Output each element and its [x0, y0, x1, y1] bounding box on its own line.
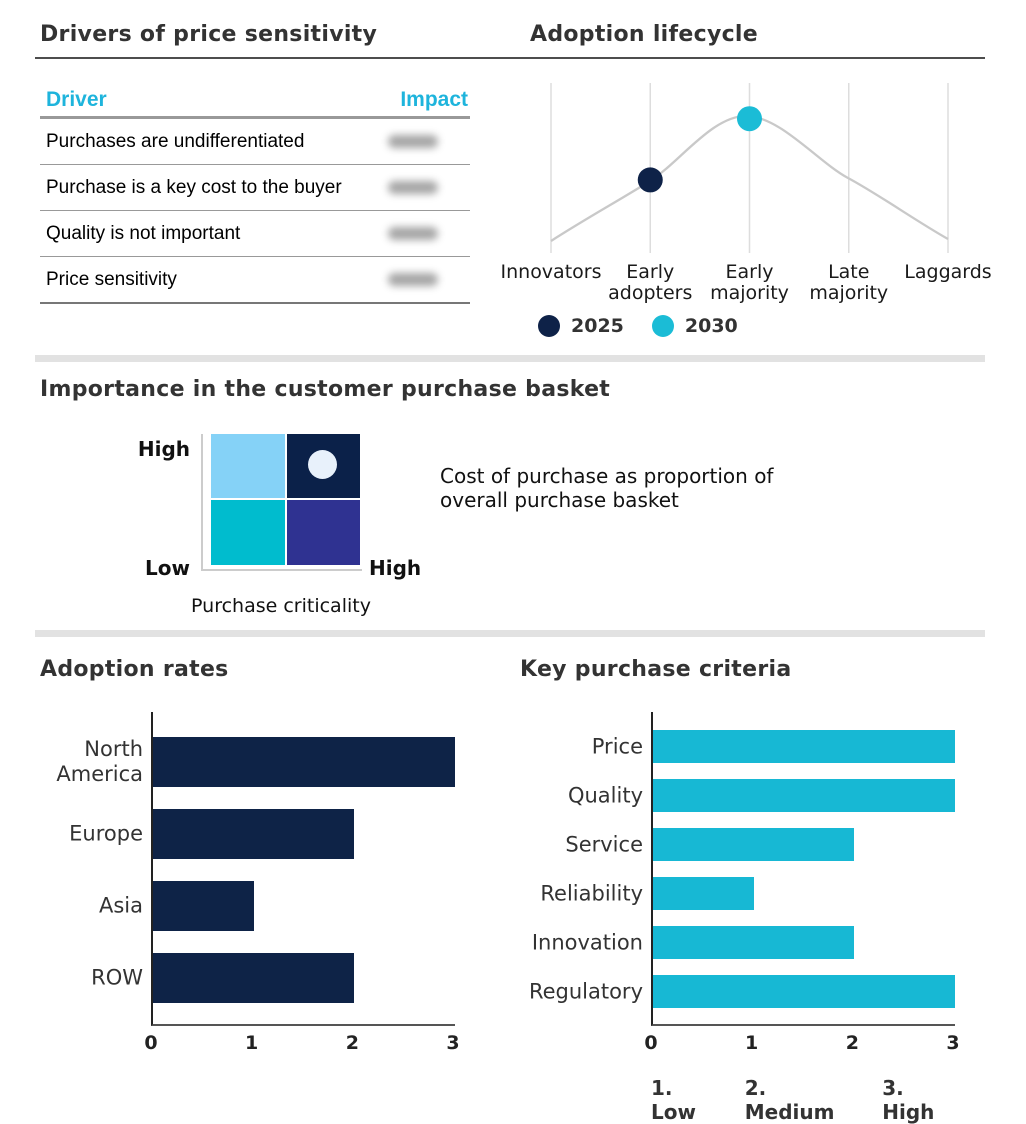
matrix-ylabel-high: High: [137, 437, 190, 461]
lifecycle-points: [638, 106, 762, 192]
matrix-quadrant-bottom-left: [211, 500, 285, 565]
drivers-table: [40, 72, 470, 304]
category-label: Service: [565, 832, 643, 856]
criteria-chart: [651, 712, 955, 1026]
tick-label: 3: [446, 1032, 460, 1054]
category-label: Quality: [567, 783, 643, 807]
category-label: Regulatory: [528, 979, 643, 1003]
criteria-x-ticks: [644, 1032, 960, 1056]
matrix-title: Importance in the customer purchase basket: [40, 377, 611, 402]
impact-blur: [388, 181, 438, 194]
bar: [653, 779, 955, 812]
adoption-rates-chart: [151, 712, 455, 1026]
section-divider: [35, 355, 985, 362]
stage-label: Late majority: [809, 261, 889, 304]
bar: [653, 730, 955, 763]
impact-blur: [388, 273, 438, 286]
matrix-y-axis: [201, 434, 203, 571]
matrix-quadrant-top-left: [211, 434, 285, 498]
lifecycle-title: Adoption lifecycle: [530, 22, 758, 47]
tick-label: 2: [845, 1032, 859, 1054]
tick-label: 3: [946, 1032, 960, 1054]
table-row: [40, 257, 470, 304]
adoption-rates-category-labels: [8, 712, 143, 1024]
tick-label: 1: [745, 1032, 759, 1054]
adoption-rates-x-ticks: [144, 1032, 460, 1056]
stage-label: Laggards: [904, 261, 992, 283]
matrix-xlabel-high: High: [369, 556, 422, 580]
bar: [653, 877, 754, 910]
bar: [153, 953, 354, 1003]
category-label: North America: [56, 737, 143, 786]
bar: [153, 809, 354, 859]
table-header-impact: Impact: [400, 88, 468, 111]
bar: [153, 737, 455, 787]
legend-item: [538, 315, 624, 337]
drivers-table-header: [40, 72, 470, 119]
bar: [653, 828, 854, 861]
stage-label: Early majority: [710, 261, 789, 304]
category-label: ROW: [91, 965, 143, 990]
impact-blur: [388, 135, 438, 148]
impact-blur: [388, 227, 438, 240]
legend-label: 2025: [571, 315, 624, 337]
section-divider: [35, 630, 985, 637]
criteria-category-labels: [508, 712, 643, 1024]
adoption-rates-title: Adoption rates: [40, 657, 229, 682]
driver-label: Purchase is a key cost to the buyer: [46, 176, 342, 198]
lifecycle-point-2025: [638, 167, 663, 192]
table-row: [40, 211, 470, 257]
bar: [153, 881, 254, 931]
matrix-quadrant-bottom-right: [287, 500, 360, 565]
scale-note: [651, 1076, 961, 1124]
matrix-axis-label: Purchase criticality: [191, 595, 371, 617]
tick-label: 0: [144, 1032, 158, 1054]
table-row: [40, 119, 470, 165]
lifecycle-legend: [538, 315, 738, 337]
category-label: Innovation: [531, 930, 643, 954]
legend-item: [652, 315, 738, 337]
lifecycle-stage-labels: [500, 261, 992, 307]
lifecycle-point-2030: [737, 106, 762, 131]
legend-dot: [538, 315, 560, 337]
lifecycle-chart: [520, 80, 980, 260]
bar: [653, 926, 854, 959]
tick-label: 2: [345, 1032, 359, 1054]
bar: [653, 975, 955, 1008]
drivers-table-rows: [40, 119, 470, 304]
table-row: [40, 165, 470, 211]
table-header-driver: Driver: [46, 88, 107, 111]
matrix-marker-dot: [308, 450, 337, 479]
legend-dot: [652, 315, 674, 337]
drivers-table-title: Drivers of price sensitivity: [40, 22, 378, 47]
matrix-annotation: Cost of purchase as proportion of overall purchase basket: [440, 464, 774, 512]
scale-note-item: 1. Low: [651, 1076, 696, 1124]
matrix-ylabel-low: Low: [145, 556, 190, 580]
scale-note-item: 3. High: [882, 1076, 935, 1124]
title-rule: [35, 57, 985, 59]
tick-label: 1: [245, 1032, 259, 1054]
stage-label: Early adopters: [608, 261, 693, 304]
category-label: Price: [591, 734, 643, 758]
criteria-title: Key purchase criteria: [520, 657, 792, 682]
tick-label: 0: [644, 1032, 658, 1054]
matrix-quadrant-top-right: [287, 434, 360, 498]
legend-label: 2030: [684, 315, 738, 337]
scale-note-item: 2. Medium: [744, 1076, 835, 1124]
driver-label: Purchases are undifferentiated: [46, 130, 305, 152]
driver-label: Price sensitivity: [46, 268, 177, 290]
matrix-x-axis: [201, 569, 362, 571]
stage-label: Innovators: [500, 261, 602, 283]
category-label: Asia: [98, 893, 143, 918]
category-label: Reliability: [540, 881, 643, 905]
category-label: Europe: [69, 821, 143, 846]
driver-label: Quality is not important: [46, 222, 241, 244]
